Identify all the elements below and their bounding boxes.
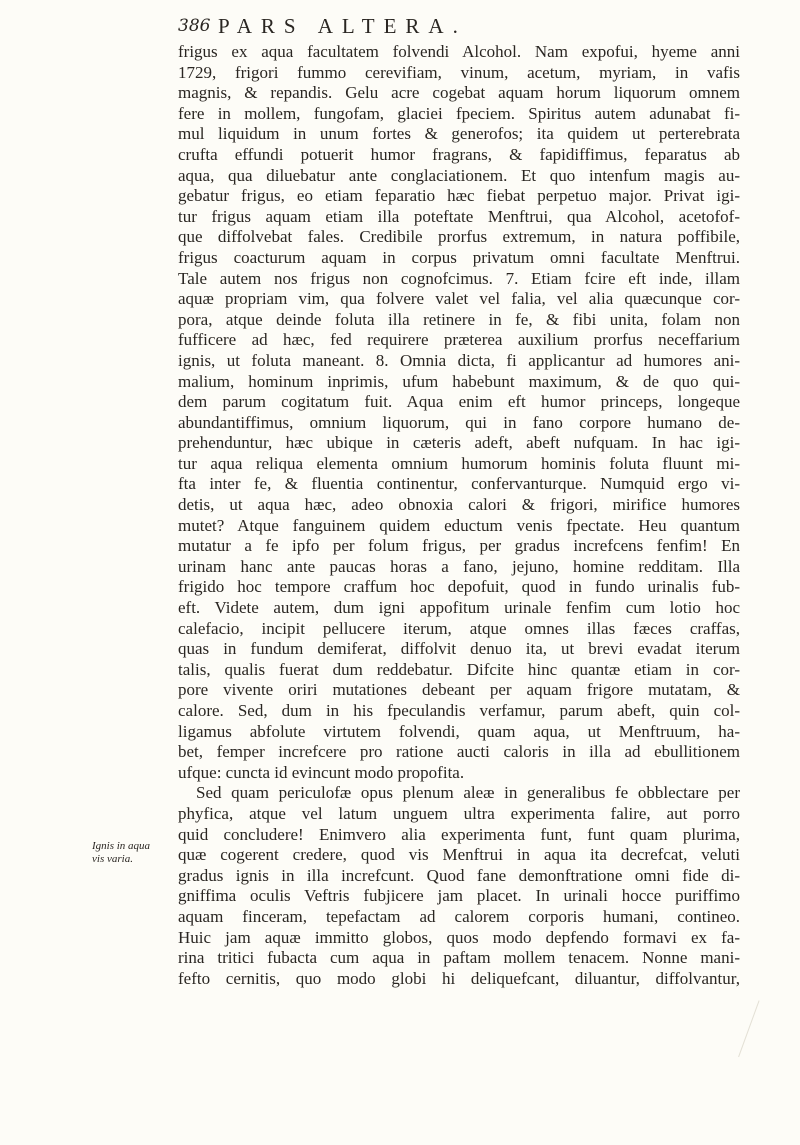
text-line: ignis, ut foluta maneant. 8. Omnia dicta, fi applicantur ad humores ani- bbox=[178, 350, 740, 370]
text-line: phyfica, atque vel latum unguem ultra experimenta falire, aut porro bbox=[178, 803, 740, 823]
text-line: frigus ex aqua facultatem folvendi Alcohol. Nam expofui, hyeme anni bbox=[178, 42, 740, 61]
page-header bbox=[178, 14, 738, 40]
text-line: aquæ propriam vim, qua folvere valet vel falia, vel alia quæcunque cor- bbox=[178, 289, 740, 309]
text-line: ufque: cuncta id evincunt modo propofita. bbox=[178, 762, 465, 782]
text-line: fere in mollem, fungofam, glaciei fpeciem. Spiritus autem adunabat fi- bbox=[178, 103, 740, 123]
text-line: aquam finceram, tepefactam ad calorem corporis humani, contineo. bbox=[178, 906, 740, 926]
text-line: prehenduntur, hæc ubique in cæteris adeft, abeft nufquam. In hac igi- bbox=[178, 433, 740, 453]
text-line: frigus coacturum aquam in corpus privatum omni facultate Menftrui. bbox=[178, 247, 740, 267]
text-line: Huic jam aquæ immitto globos, quos modo depfendo formavi ex fa- bbox=[178, 927, 740, 947]
text-line: tur frigus aquam etiam illa poteftate Menftrui, qua Alcohol, acetofof- bbox=[178, 206, 740, 226]
text-line: eft. Videte autem, dum igni appofitum urinale fenfim cum lotio hoc bbox=[178, 598, 740, 618]
text-line: gniffima oculis Veftris fubjicere jam placet. In urinali hocce puriffimo bbox=[178, 886, 740, 906]
text-line: quas in fundum demiferat, diffolvit denuo ita, ut brevi evadat iterum bbox=[178, 639, 740, 659]
running-head: PARS ALTERA. bbox=[218, 14, 467, 38]
margin-note-line: Ignis in aqua bbox=[92, 840, 151, 852]
text-line: detis, ut aqua hæc, adeo obnoxia calori & frigori, mirifice humores bbox=[178, 495, 740, 515]
text-line: magnis, & repandis. Gelu acre cogebat aquam horum liquorum omnem bbox=[178, 83, 740, 103]
text-line: calefacio, incipit pellucere iterum, atque omnes illas fæces craffas, bbox=[178, 618, 740, 638]
text-line: mutatur a fe ipfo per folum frigus, per gradus increfcens fenfim! En bbox=[178, 536, 740, 556]
text-line: pora, atque deinde foluta illa retinere in fe, & fibi unita, folam non bbox=[178, 309, 740, 329]
text-line: aqua, qua diluebatur ante conglaciationem. Et quo intenfum magis au- bbox=[178, 165, 740, 185]
text-line: gradus ignis in illa increfcunt. Quod fane demonftratione omni fide di- bbox=[178, 865, 740, 885]
margin-note-line: vis varia. bbox=[92, 853, 133, 865]
text-line: 1729, frigori fummo cerevifiam, vinum, acetum, myriam, in vafis bbox=[178, 62, 740, 82]
text-line: pore vivente oriri mutationes debeant per aquam frigore mutatam, & bbox=[178, 680, 740, 700]
text-line: mutet? Atque fanguinem quidem eductum venis fpectate. Heu quantum bbox=[178, 515, 740, 535]
text-line: malium, hominum inprimis, ufum habebunt maximum, & de quo qui- bbox=[178, 371, 740, 391]
text-line: ligamus abfolute virtutem folvendi, quam aqua, ut Menftruum, ha- bbox=[178, 721, 740, 741]
body-text bbox=[178, 42, 740, 989]
text-line: fufficere ad hæc, fed requirere præterea auxilium prorfus neceffarium bbox=[178, 330, 740, 350]
text-line: quæ cogerent credere, quod vis Menftrui in aqua ita decrefcat, veluti bbox=[178, 845, 740, 865]
text-line: quid concludere! Enimvero alia experimenta funt, funt quam plurima, bbox=[178, 824, 740, 844]
text-line: frigido hoc tempore craffum hoc depofuit, quod in fundo urinalis fub- bbox=[178, 577, 740, 597]
text-line: dem parum cogitatum fuit. Aqua enim eft humor princeps, longeque bbox=[178, 392, 740, 412]
text-line: tur aqua reliqua elementa omnium humorum hominis foluta fluunt mi- bbox=[178, 453, 740, 473]
text-line: bet, femper increfcere pro ratione aucti caloris in illa ad ebullitionem bbox=[178, 742, 740, 762]
text-line: rina tritici fubacta cum aqua in paftam mollem tenacem. Nonne mani- bbox=[178, 948, 740, 968]
page-stain bbox=[717, 993, 759, 1057]
text-line: Sed quam periculofæ opus plenum aleæ in generalibus fe obblectare per bbox=[196, 783, 740, 803]
text-line: calore. Sed, dum in his fpeculandis verfamur, parum abeft, quin col- bbox=[178, 701, 740, 720]
text-line: gebatur frigus, eo etiam feparatio hæc fiebat perpetuo major. Privat igi- bbox=[178, 186, 740, 206]
text-line: Tale autem nos frigus non cognofcimus. 7. Etiam fcire eft inde, illam bbox=[178, 268, 740, 288]
text-line: talis, qualis fuerat dum reddebatur. Difcite hinc quantæ etiam in cor- bbox=[178, 659, 740, 679]
text-line: mul liquidum in unum fortes & generofos; ita quidem ut perterebrata bbox=[178, 124, 740, 144]
text-line: que diffolvebat fales. Credibile prorfus extremum, in natura poffibile, bbox=[178, 227, 740, 247]
margin-note bbox=[92, 840, 172, 866]
text-line: abundantiffimus, omnium liquorum, qui in fano corpore humano de- bbox=[178, 412, 740, 432]
text-line: crufta effundi potuerit humor fragrans, & fapidiffimus, feparatus ab bbox=[178, 144, 740, 164]
text-line: urinam hanc ante paucas horas a fano, jejuno, homine redditam. Illa bbox=[178, 556, 740, 576]
text-line: fta inter fe, & fluentia continentur, confervanturque. Numquid ergo vi- bbox=[178, 474, 740, 494]
text-line: fefto cernitis, quo modo globi hi deliquefcant, diluantur, diffolvantur, bbox=[178, 968, 740, 988]
page-number: 386 bbox=[178, 16, 211, 36]
